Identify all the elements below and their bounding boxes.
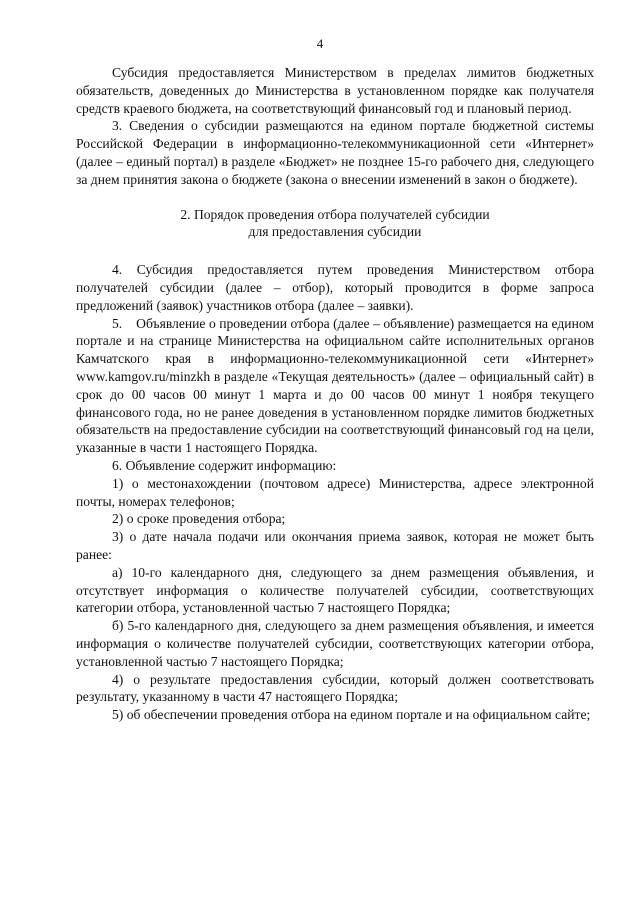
paragraph-subsidy-limits: Субсидия предоставляется Министерством в пределах лимитов бюджетных обязательств, доведенных до Министерства в установленном порядке как получателя средств краевого бюджета, на соответствующий финансовый год и плановый период. xyxy=(76,65,594,116)
list-subitem-a: а) 10-го календарного дня, следующего за днем размещения объявления, и отсутствует информация о количестве получателей субсидии, соответствующих категории отбора, установленной частью 7 настоящего Порядка; xyxy=(76,564,594,616)
paragraph-6-announcement-contents: 6. Объявление содержит информацию: xyxy=(112,457,337,473)
spacer xyxy=(76,189,594,206)
spacer xyxy=(76,241,594,261)
list-item-3-dates: 3) о дате начала подачи или окончания приема заявок, которая не может быть ранее: xyxy=(76,529,594,562)
section-2-heading-line-2: для предоставления субсидии xyxy=(248,224,422,240)
list-item-1-location: 1) о местонахождении (почтовом адресе) Министерства, адресе электронной почты, номерах телефонов; xyxy=(76,475,594,509)
page-number: 4 xyxy=(316,36,324,51)
paragraph-5-announcement: 5. Объявление о проведении отбора (далее – объявление) размещается на едином портале и на странице Министерства на официальном сайте исполнительных органов Камчатского края в информационно-телекоммуникационной сети «Интернет» www.kamgov.ru/minzkh в разделе «Текущая деятельность» (далее – официальный сайт) в срок до 00 часов 00 минут 1 марта и до 00 часов 00 минут 1 ноября текущего финансового года, но не ранее доведения в установленном порядке лимитов бюджетных обязательств на предоставление субсидии на соответствующий финансовый год на цели, указанные в части 1 настоящего Порядка. xyxy=(76,315,598,456)
list-subitem-b: б) 5-го календарного дня, следующего за днем размещения объявления, и имеется информация о количестве получателей субсидии, соответствующих категории отбора, установленной частью 7 настоящего Порядка; xyxy=(76,618,594,669)
list-item-2-period: 2) о сроке проведения отбора; xyxy=(112,511,286,527)
paragraph-4-selection: 4. Субсидия предоставляется путем проведения Министерством отбора получателей субсидии (далее – отбор), который проводится в форме запроса предложений (заявок) участников отбора (далее – заявки). xyxy=(76,262,594,313)
list-item-4-result: 4) о результате предоставления субсидии, который должен соответствовать результату, указанному в части 47 настоящего Порядка; xyxy=(76,671,594,705)
section-2-heading xyxy=(76,206,594,242)
paragraph-3-subsidy-info: 3. Сведения о субсидии размещаются на едином портале бюджетной системы Российской Федерации в информационно-телекоммуникационной сети «Интернет» (далее – единый портал) в разделе «Бюджет» не позднее 15-го рабочего дня, следующего за днем принятия закона о бюджете (закона о внесении изменений в закон о бюджете). xyxy=(76,118,594,187)
list-item-5-portal: 5) об обеспечении проведения отбора на едином портале и на официальном сайте; xyxy=(112,707,591,723)
section-2-heading-line-1: 2. Порядок проведения отбора получателей субсидии xyxy=(180,206,490,222)
document-body xyxy=(76,64,598,724)
